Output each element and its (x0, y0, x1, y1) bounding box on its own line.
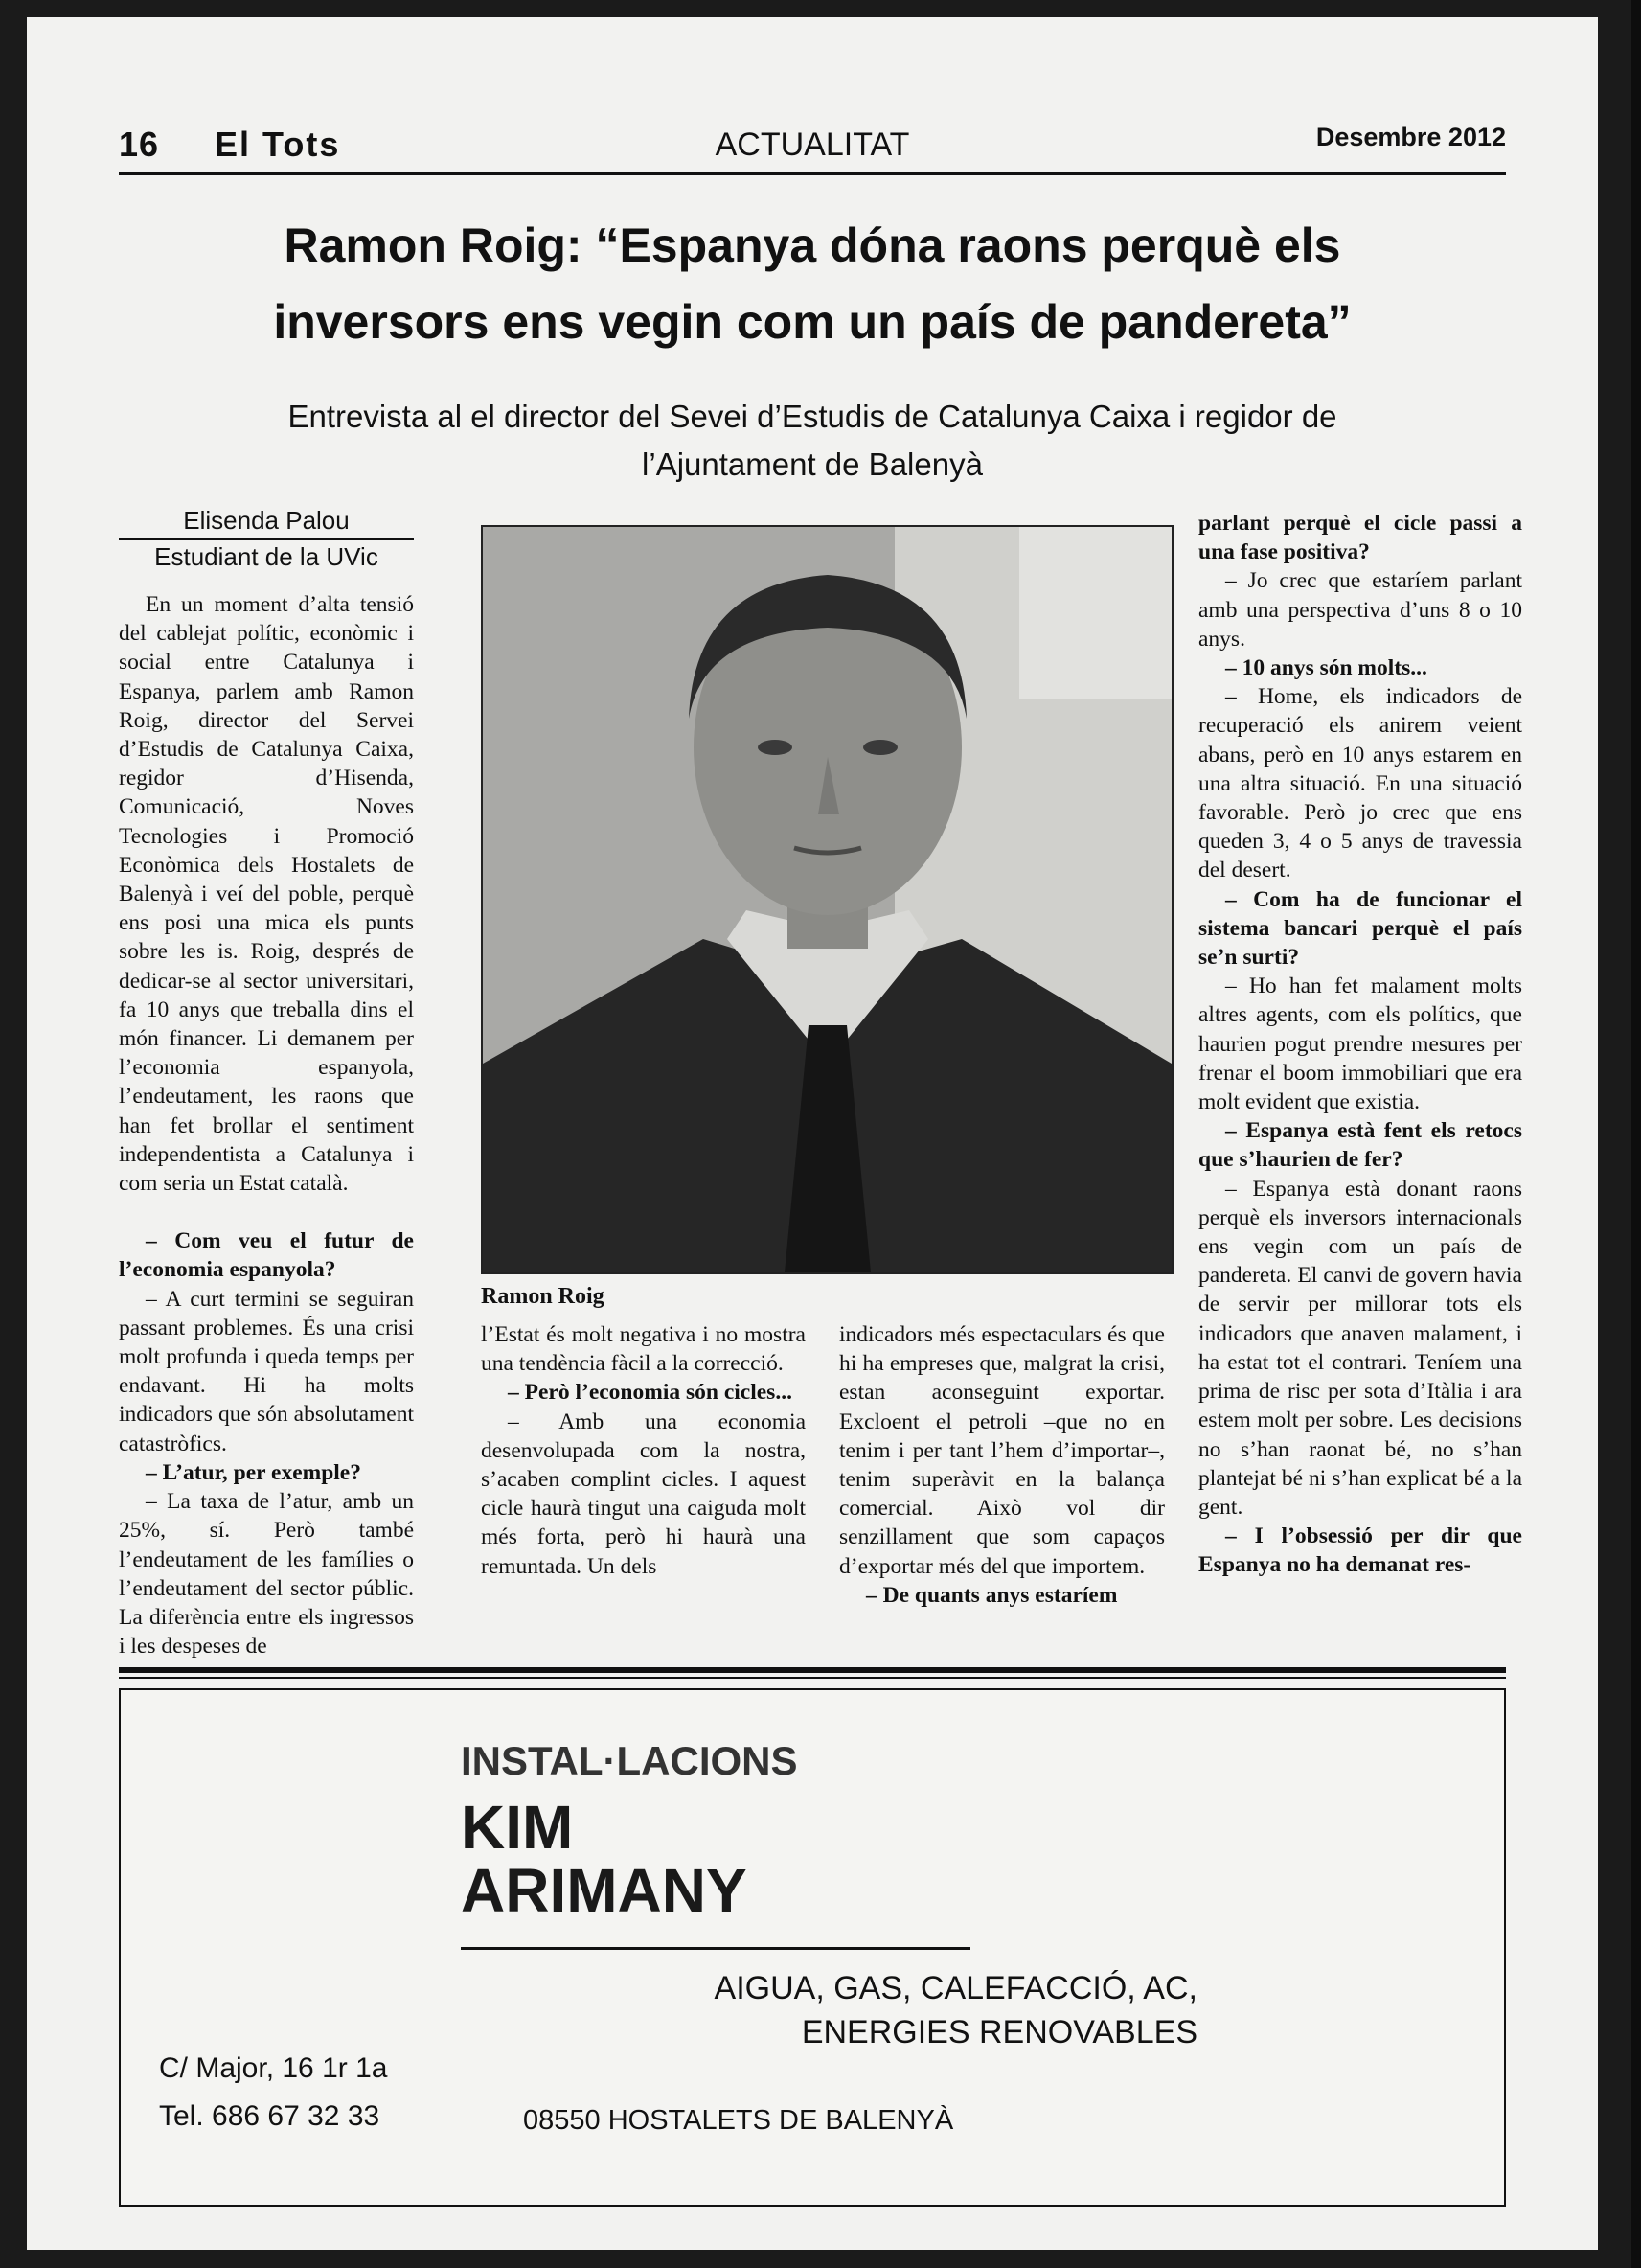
article-subtitle-line2: l’Ajuntament de Balenyà (642, 447, 983, 482)
ad-services-line2: ENERGIES RENOVABLES (801, 2014, 1197, 2050)
article-paragraph: – Jo crec que estaríem parlant amb una perspectiva d’uns 8 o 10 anys. (1198, 568, 1522, 652)
article-title (119, 207, 1506, 360)
publication-name: El Tots (215, 125, 341, 164)
article-column-2 (481, 1320, 806, 1581)
article-paragraph: l’Estat és molt negativa i no mostra una tendència fàcil a la correcció. (481, 1322, 806, 1377)
issue-date: Desembre 2012 (1315, 123, 1506, 151)
magazine-page (27, 17, 1598, 2250)
article-subtitle-line1: Entrevista al el director del Sevei d’Estudis de Catalunya Caixa i regidor de (287, 399, 1337, 434)
author-name: Elisenda Palou (119, 504, 414, 540)
ad-separator-thin (119, 1677, 1506, 1679)
article-paragraph: En un moment d’alta tensió del cablejat polític, econòmic i social entre Catalunya i Espanya, parlem amb Ramon Roig, director del Servei d’Estudis de Catalunya Caixa, regidor d’Hisenda, Comunicació, Noves Tecnologies i Promoció Econòmica dels Hostalets de Balenyà i veí del poble, perquè ens posi una mica els punts sobre les is. Roig, després de dedicar-se al sector universitari, fa 10 anys que treballa dins el món financer. Li demanem per l’economia espanyola, l’endeutament, les raons que han fet brollar el sentiment independentista a Catalunya i com seria un Estat català. (119, 592, 414, 1197)
photo-caption: Ramon Roig (481, 1284, 604, 1309)
author-role: Estudiant de la UVic (154, 542, 378, 571)
article-paragraph: – Espanya està donant raons perquè els inversors internacionals ens vegin com un país de pandereta. El canvi de govern havia de servir per millorar tots els indicadors que anaven malament, i ha estat tot el contrari. Teníem una prima de risc per sota d’Itàlia i ara estem molt per sobre. Les decisions no s’han raonat bé, no s’han plantejat bé ni s’han explicat bé a la gent. (1198, 1176, 1522, 1520)
byline (119, 504, 414, 573)
interview-question: – Com ha de funcionar el sistema bancari perquè el país se’n surti? (1198, 886, 1522, 971)
section-title: ACTUALITAT (715, 126, 910, 163)
interview-question: – 10 anys són molts... (1225, 655, 1427, 681)
article-column-1 (119, 590, 414, 1661)
interview-question: – De quants anys estaríem (866, 1582, 1118, 1608)
article-column-4 (1198, 509, 1522, 1580)
article-column-3 (839, 1320, 1165, 1610)
ad-brand-name (461, 1793, 747, 1925)
ad-address: C/ Major, 16 1r 1a (159, 2052, 388, 2084)
article-paragraph: indicadors més espectaculars és que hi ha empreses que, malgrat la crisi, estan aconseguint exportar. Excloent el petroli –que no en tenim i per tant l’hem d’importar–, tenim superàvit en la balança comercial. Això vol dir senzillament que som capaços d’exportar més del que importem. (839, 1322, 1165, 1579)
ad-services (715, 1966, 1197, 2054)
ad-contact (159, 2045, 387, 2141)
interview-question: – I l’obsessió per dir que Espanya no ha demanat res- (1198, 1523, 1522, 1578)
interview-question: – Com veu el futur de l’economia espanyola? (119, 1228, 414, 1283)
ad-brand-line1: KIM (461, 1793, 574, 1862)
article-paragraph (119, 1198, 414, 1226)
interview-question: – L’atur, per exemple? (146, 1459, 361, 1485)
interview-question: parlant perquè el cicle passi a una fase positiva? (1198, 511, 1522, 565)
scan-edge (1631, 0, 1641, 2268)
portrait-illustration (483, 527, 1172, 1272)
article-paragraph: – Amb una economia desenvolupada com la nostra, s’acaben complint cicles. I aquest cicle haurà tingut una caiguda molt més forta, però hi haurà una remuntada. Un dels (481, 1409, 806, 1579)
interview-question: – Però l’economia són cicles... (508, 1380, 792, 1406)
article-paragraph: – La taxa de l’atur, amb un 25%, sí. Però també l’endeutament de les famílies o l’endeutament del sector públic. La diferència entre els ingressos i les despeses de (119, 1489, 414, 1660)
interview-question: – Espanya està fent els retocs que s’haurien de fer? (1198, 1118, 1522, 1173)
article-paragraph: – A curt termini se seguiran passant problemes. És una crisi molt profunda i queda temps per endavant. Hi ha molts indicadors que són absolutament catastròfics. (119, 1286, 414, 1456)
ad-brand-line2: ARIMANY (461, 1856, 747, 1925)
article-subtitle (171, 393, 1454, 489)
article-paragraph: – Ho han fet malament molts altres agents, com els polítics, que haurien pogut prendre mesures per frenar el boom immobiliari que era molt evident que existia. (1198, 974, 1522, 1115)
ad-city: 08550 HOSTALETS DE BALENYÀ (523, 2105, 954, 2136)
article-title-line1: Ramon Roig: “Espanya dóna raons perquè els (284, 218, 1341, 272)
ad-divider (461, 1947, 970, 1950)
ad-services-line1: AIGUA, GAS, CALEFACCIÓ, AC, (714, 1970, 1197, 2006)
ad-phone: Tel. 686 67 32 33 (159, 2100, 380, 2132)
page-header (119, 105, 1506, 175)
article-title-line2: inversors ens vegin com un país de pandereta” (273, 295, 1352, 349)
article-paragraph: – Home, els indicadors de recuperació els anirem veient abans, però en 10 anys estarem en una altra situació. En una situació favorable. Però jo crec que ens queden 3, 4 o 5 anys de travessia del desert. (1198, 684, 1522, 883)
ad-separator-thick (119, 1667, 1506, 1673)
advertisement (119, 1688, 1506, 2207)
ad-brand-top: INSTAL·LACIONS (461, 1738, 798, 1783)
portrait-photo (481, 525, 1174, 1274)
page-number: 16 (119, 125, 160, 164)
